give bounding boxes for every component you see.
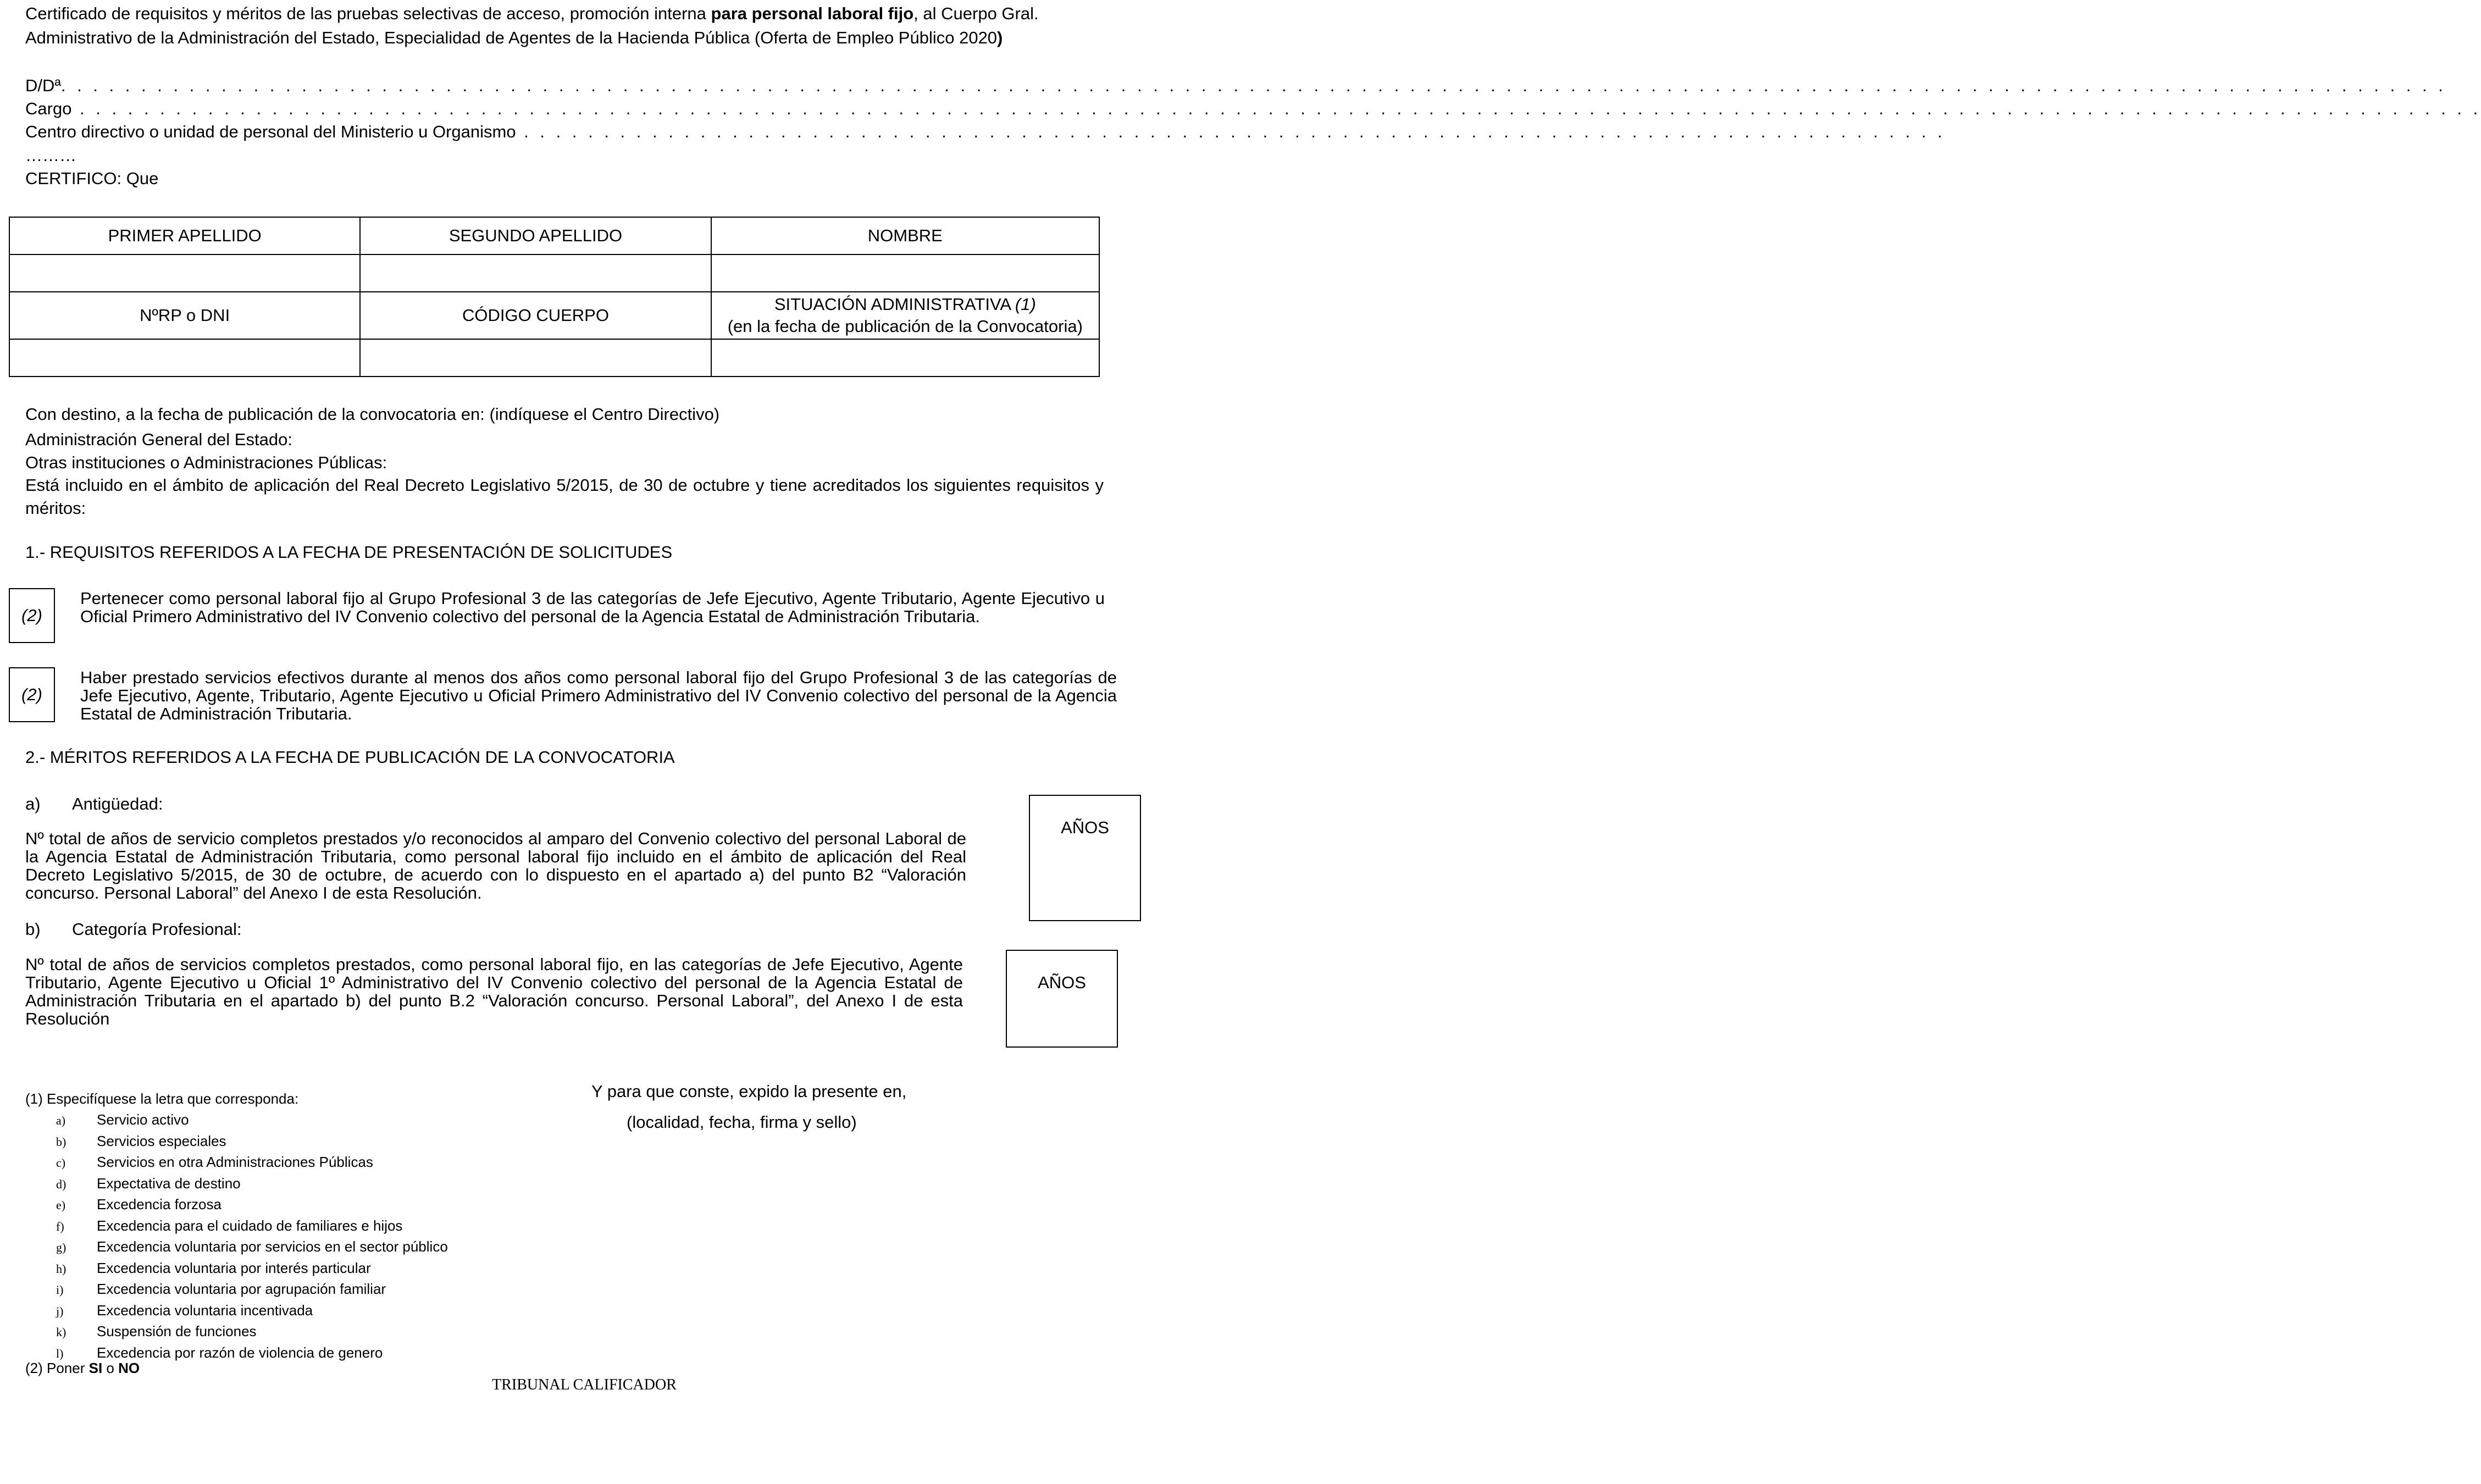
- req2-text: Haber prestado servicios efectivos durante al menos dos años como personal laboral fijo del Grupo Profesional 3 de las categorías de Jefe Ejecutivo, Agente, Tributario, Agente Ejecutivo u Oficial Primero Administrativo del IV Convenio colectivo del personal de la Agencia Estatal de Administración Tributaria.: [80, 668, 1117, 723]
- header-text-end: , al Cuerpo Gral.: [913, 4, 1039, 23]
- item-text: Excedencia voluntaria incentivada: [97, 1302, 313, 1319]
- list-item: [25, 1279, 448, 1300]
- list-item: [25, 1194, 448, 1216]
- footnote-2-si: SI: [88, 1360, 103, 1376]
- item-letter: i): [56, 1283, 64, 1297]
- item-letter: f): [56, 1219, 64, 1233]
- section-2-title: 2.- MÉRITOS REFERIDOS A LA FECHA DE PUBLICACIÓN DE LA CONVOCATORIA: [25, 747, 675, 767]
- item-text: Servicios en otra Administraciones Públicas: [97, 1154, 373, 1170]
- situacion-note: (1): [1015, 295, 1036, 314]
- list-item: [25, 1216, 448, 1237]
- req1-text: Pertenecer como personal laboral fijo al Grupo Profesional 3 de las categorías de Jefe Ejecutivo, Agente Tributario, Agente Ejecutivo u Oficial Primero Administrativo del IV Convenio colectivo del personal de la Agencia Estatal de Administración Tributaria.: [80, 589, 1105, 626]
- merit-b-years-label: AÑOS: [1038, 973, 1086, 992]
- item-text: Excedencia voluntaria por servicios en el sector público: [97, 1238, 448, 1255]
- header-line-2: [25, 27, 1003, 48]
- item-text: Expectativa de destino: [97, 1175, 241, 1192]
- dot-leader: . . . . . . . . . . . . . . . . . . . . . . . . . . . . . . . . . . . . . . . . . . . . . . . . . . . . . . . . . . . . . . . . . . . . . . . . . . . . . . . . . . . . . . . . . . . . . . . . . . . . . . . . . . . . . . . . . . . . . . . . . . . . . . . . . . . . . . . . . . . . . . . . . . . . .: [60, 76, 2446, 95]
- list-item: [25, 1258, 448, 1280]
- item-letter: k): [56, 1325, 67, 1339]
- list-item: [25, 1131, 448, 1153]
- list-item: [25, 1110, 448, 1131]
- item-text: Excedencia voluntaria por interés particular: [97, 1259, 371, 1276]
- header-line-1: [25, 3, 1039, 24]
- req2-mark: (2): [21, 685, 42, 704]
- merit-b-letter: b): [25, 920, 41, 939]
- col-primer-apellido: PRIMER APELLIDO: [9, 217, 360, 254]
- item-text: Excedencia voluntaria por agrupación familiar: [97, 1281, 386, 1297]
- field-cargo[interactable]: [25, 98, 2481, 119]
- header-text: Certificado de requisitos y méritos de las pruebas selectivas de acceso, promoción interna: [25, 4, 711, 23]
- req1-mark: (2): [21, 606, 42, 625]
- item-letter: e): [56, 1198, 66, 1212]
- dot-leader: . . . . . . . . . . . . . . . . . . . . . . . . . . . . . . . . . . . . . . . . . . . . . . . . . . . . . . . . . . . . . . . . . . . . . . . . . . . . . . . . . . . . . . . . . . . . . . . . . . . . . . . . . . . . . . . . . . . . . . . . . . . . . . . . . . . . . . . . . . . . . . . . . . . . . .: [71, 99, 2481, 118]
- destino-age: Administración General del Estado:: [25, 430, 292, 449]
- situacion-sub: (en la fecha de publicación de la Convocatoria): [727, 317, 1083, 336]
- item-letter: a): [56, 1114, 66, 1127]
- situacion-label: SITUACIÓN ADMINISTRATIVA: [774, 295, 1015, 314]
- field-dd-label: D/Dª: [25, 76, 61, 95]
- footnote-list: [25, 1110, 448, 1364]
- item-letter: h): [56, 1261, 67, 1276]
- item-letter: b): [56, 1134, 67, 1149]
- cell-codigo-cuerpo[interactable]: [360, 339, 711, 376]
- field-dd[interactable]: [25, 75, 2446, 96]
- req2-mark-box[interactable]: [9, 667, 55, 722]
- list-item: [25, 1321, 448, 1343]
- cell-nombre[interactable]: [711, 254, 1099, 292]
- footnote-1: (1) Especifíquese la letra que corresponda:: [25, 1090, 299, 1107]
- field-centro-label: Centro directivo o unidad de personal del Ministerio u Organismo: [25, 122, 516, 141]
- col-nrp-dni: NºRP o DNI: [9, 292, 360, 339]
- destino-line-1: Con destino, a la fecha de publicación de la convocatoria en: (indíquese el Centro Directivo): [25, 405, 720, 424]
- signature-line-2: (localidad, fecha, firma y sello): [627, 1112, 857, 1132]
- merit-b-text: Nº total de años de servicios completos prestados, como personal laboral fijo, en las categorías de Jefe Ejecutivo, Agente Tributario, Agente Ejecutivo u Oficial 1º Administrativo del IV Convenio colectivo del personal de la Agencia Estatal de Administración Tributaria en el apartado b) del punto B.2 “Valoración concurso. Personal Laboral”, del Anexo I de esta Resolución: [25, 955, 963, 1028]
- list-item: [25, 1173, 448, 1195]
- field-centro[interactable]: [25, 121, 1946, 142]
- item-text: Suspensión de funciones: [97, 1323, 257, 1339]
- cell-nrp-dni[interactable]: [9, 339, 360, 376]
- destino-ambito: Está incluido en el ámbito de aplicación del Real Decreto Legislativo 5/2015, de 30 de octubre y tiene acreditados los siguientes requisitos y méritos:: [25, 475, 1104, 518]
- header-text-2: Administrativo de la Administración del Estado, Especialidad de Agentes de la Hacienda Pública (Oferta de Empleo Público 2020: [25, 28, 998, 47]
- item-letter: c): [56, 1156, 66, 1170]
- field-centro-continuation: ………: [25, 146, 76, 165]
- list-item: [25, 1300, 448, 1322]
- item-text: Excedencia por razón de violencia de genero: [97, 1344, 383, 1361]
- certifico-label: CERTIFICO: Que: [25, 169, 159, 188]
- signature-line-1: Y para que conste, expido la presente en,: [591, 1082, 907, 1101]
- destino-otras: Otras instituciones o Administraciones Públicas:: [25, 453, 387, 472]
- footnote-2-o: o: [102, 1360, 119, 1376]
- merit-a-letter: a): [25, 794, 41, 813]
- footnote-2-no: NO: [118, 1360, 140, 1376]
- col-situacion: [711, 292, 1099, 339]
- merit-a-title: Antigüedad:: [72, 794, 163, 813]
- merit-b-title: Categoría Profesional:: [72, 920, 242, 939]
- header-paren: ): [997, 28, 1003, 47]
- cell-segundo-apellido[interactable]: [360, 254, 711, 292]
- section-1-title: 1.- REQUISITOS REFERIDOS A LA FECHA DE PRESENTACIÓN DE SOLICITUDES: [25, 542, 673, 562]
- field-cargo-label: Cargo: [25, 99, 72, 118]
- item-text: Servicios especiales: [97, 1132, 226, 1149]
- header-bold: para personal laboral fijo: [711, 4, 914, 23]
- item-text: Excedencia para el cuidado de familiares e hijos: [97, 1217, 403, 1234]
- footnote-2-text: (2) Poner: [25, 1360, 89, 1376]
- merit-a-years-label: AÑOS: [1061, 818, 1109, 837]
- personal-data-table: [9, 217, 1100, 377]
- cell-primer-apellido[interactable]: [9, 254, 360, 292]
- item-letter: d): [56, 1177, 67, 1191]
- col-nombre: NOMBRE: [711, 217, 1099, 254]
- merit-a-text: Nº total de años de servicio completos prestados y/o reconocidos al amparo del Convenio colectivo del personal Laboral de la Agencia Estatal de Administración Tributaria, como personal laboral fijo incluido en el ámbito de aplicación del Real Decreto Legislativo 5/2015, de 30 de octubre, de acuerdo con lo dispuesto en el apartado a) del punto B2 “Valoración concurso. Personal Laboral” del Anexo I de esta Resolución.: [25, 829, 966, 902]
- footnote-2: [25, 1358, 140, 1379]
- list-item: [25, 1152, 448, 1173]
- merit-b-years-box[interactable]: [1006, 950, 1118, 1048]
- req1-mark-box[interactable]: [9, 588, 55, 643]
- item-letter: j): [56, 1304, 64, 1318]
- dot-leader: . . . . . . . . . . . . . . . . . . . . . . . . . . . . . . . . . . . . . . . . . . . . . . . . . . . . . . . . . . . . . . . . . . . . . . . . . . . . . . . . . . . . . . . . .: [516, 122, 1946, 141]
- item-text: Servicio activo: [97, 1111, 189, 1128]
- cell-situacion[interactable]: [711, 339, 1099, 376]
- col-segundo-apellido: SEGUNDO APELLIDO: [360, 217, 711, 254]
- list-item: [25, 1237, 448, 1258]
- item-letter: l): [56, 1346, 64, 1360]
- merit-a-years-box[interactable]: [1029, 795, 1141, 921]
- item-letter: g): [56, 1241, 67, 1254]
- col-codigo-cuerpo: CÓDIGO CUERPO: [360, 292, 711, 339]
- tribunal-calificador: TRIBUNAL CALIFICADOR: [492, 1376, 677, 1393]
- item-text: Excedencia forzosa: [97, 1196, 221, 1212]
